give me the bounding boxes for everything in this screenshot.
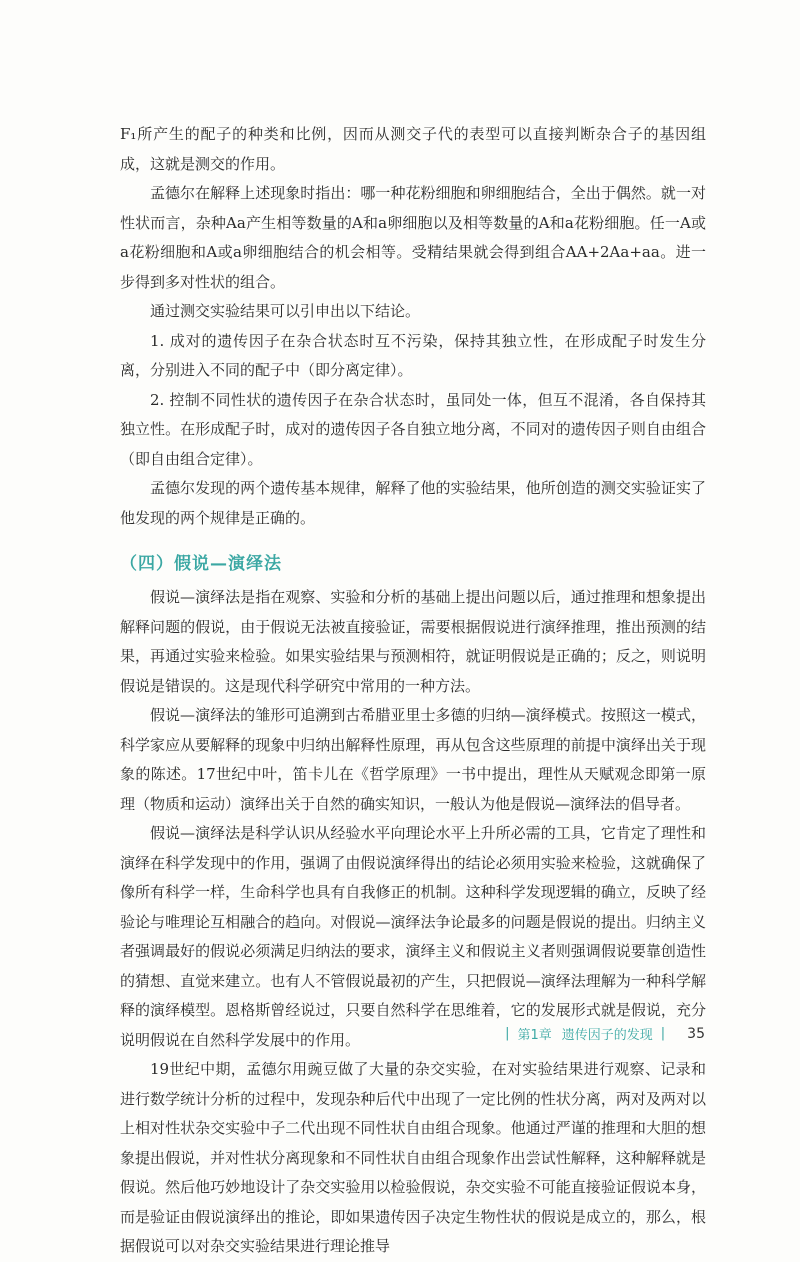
paragraph-two-laws-summary: 孟德尔发现的两个遗传基本规律，解释了他的实验结果，他所创造的测交实验证实了他发现的两个规律是正确的。	[120, 479, 706, 527]
page-number: 35	[687, 1025, 705, 1042]
paragraph-conclusions-intro: 通过测交实验结果可以引申出以下结论。	[150, 302, 421, 320]
paragraph-hypothetico-deductive-definition: 假说—演绎法是指在观察、实验和分析的基础上提出问题以后，通过推理和想象提出解释问题的假说，由于假说无法被直接验证，需要根据假说进行演绎推理，推出预测的结果，再通过实验来检验。如果实验结果与预测相符，就证明假说是正确的；反之，则说明假说是错误的。这是现代科学研究中常用的一种方法。	[120, 588, 706, 695]
footer-divider-left: |	[505, 1026, 510, 1041]
page-body	[120, 120, 706, 1262]
paragraph-mendel-application: 19世纪中期，孟德尔用豌豆做了大量的杂交实验，在对实验结果进行观察、记录和进行数学统计分析的过程中，发现杂种后代中出现了一定比例的性状分离，两对及两对以上相对性状杂交实验中子二代出现不同性状自由组合现象。他通过严谨的推理和大胆的想象提出假说，并对性状分离现象和不同性状自由组合现象作出尝试性解释，这种解释就是假说。然后他巧妙地设计了杂交实验用以检验假说，杂交实验不可能直接验证假说本身，而是验证由假说演绎出的推论，即如果遗传因子决定生物性状的假说是成立的，那么，根据假说可以对杂交实验结果进行理论推导	[120, 1060, 706, 1255]
paragraph-hypothetico-deductive-role: 假说—演绎法是科学认识从经验水平向理论水平上升所必需的工具，它肯定了理性和演绎在科学发现中的作用，强调了由假说演绎得出的结论必须用实验来检验，这就确保了像所有科学一样，生命科学也具有自我修正的机制。这种科学发现逻辑的确立，反映了经验论与唯理论互相融合的趋向。对假说—演绎法争论最多的问题是假说的提出。归纳主义者强调最好的假说必须满足归纳法的要求，演绎主义和假说主义者则强调假说要靠创造性的猜想、直觉来建立。也有人不管假说最初的产生，只把假说—演绎法理解为一种科学解释的演绎模型。恩格斯曾经说过，只要自然科学在思维着，它的发展形式就是假说，充分说明假说在自然科学发展中的作用。	[120, 824, 706, 1049]
paragraph-independent-assortment-law: 2. 控制不同性状的遗传因子在杂合状态时，虽同处一体，但互不混淆，各自保持其独立性。在形成配子时，成对的遗传因子各自独立地分离，不同对的遗传因子则自由组合（即自由组合定律）。	[120, 390, 706, 468]
section-heading: （四）假说—演绎法	[120, 554, 282, 574]
paragraph-segregation-law: 1. 成对的遗传因子在杂合状态时互不污染，保持其独立性，在形成配子时发生分离，分别进入不同的配子中（即分离定律）。	[120, 331, 706, 379]
paragraph-testcross-conclusion: F₁所产生的配子的种类和比例，因而从测交子代的表型可以直接判断杂合子的基因组成，这就是测交的作用。	[120, 125, 706, 173]
paragraph-mendel-explanation: 孟德尔在解释上述现象时指出：哪一种花粉细胞和卵细胞结合，全出于偶然。就一对性状而言，杂种Aa产生相等数量的A和a卵细胞以及相等数量的A和a花粉细胞。任一A或a花粉细胞和A或a卵细胞结合的机会相等。受精结果就会得到组合AA+2Aa+aa。进一步得到多对性状的组合。	[120, 184, 706, 291]
page-footer	[497, 1024, 705, 1043]
footer-chapter-title: 遗传因子的发现	[561, 1028, 653, 1043]
footer-divider-right: |	[660, 1026, 666, 1041]
paragraph-hypothetico-deductive-history: 假说—演绎法的雏形可追溯到古希腊亚里士多德的归纳—演绎模式。按照这一模式，科学家应从要解释的现象中归纳出解释性原理，再从包含这些原理的前提中演绎出关于现象的陈述。17世纪中叶，笛卡儿在《哲学原理》一书中提出，理性从天赋观念即第一原理（物质和运动）演绎出关于自然的确实知识，一般认为他是假说—演绎法的倡导者。	[120, 706, 706, 813]
footer-chapter: 第1章	[517, 1028, 552, 1043]
